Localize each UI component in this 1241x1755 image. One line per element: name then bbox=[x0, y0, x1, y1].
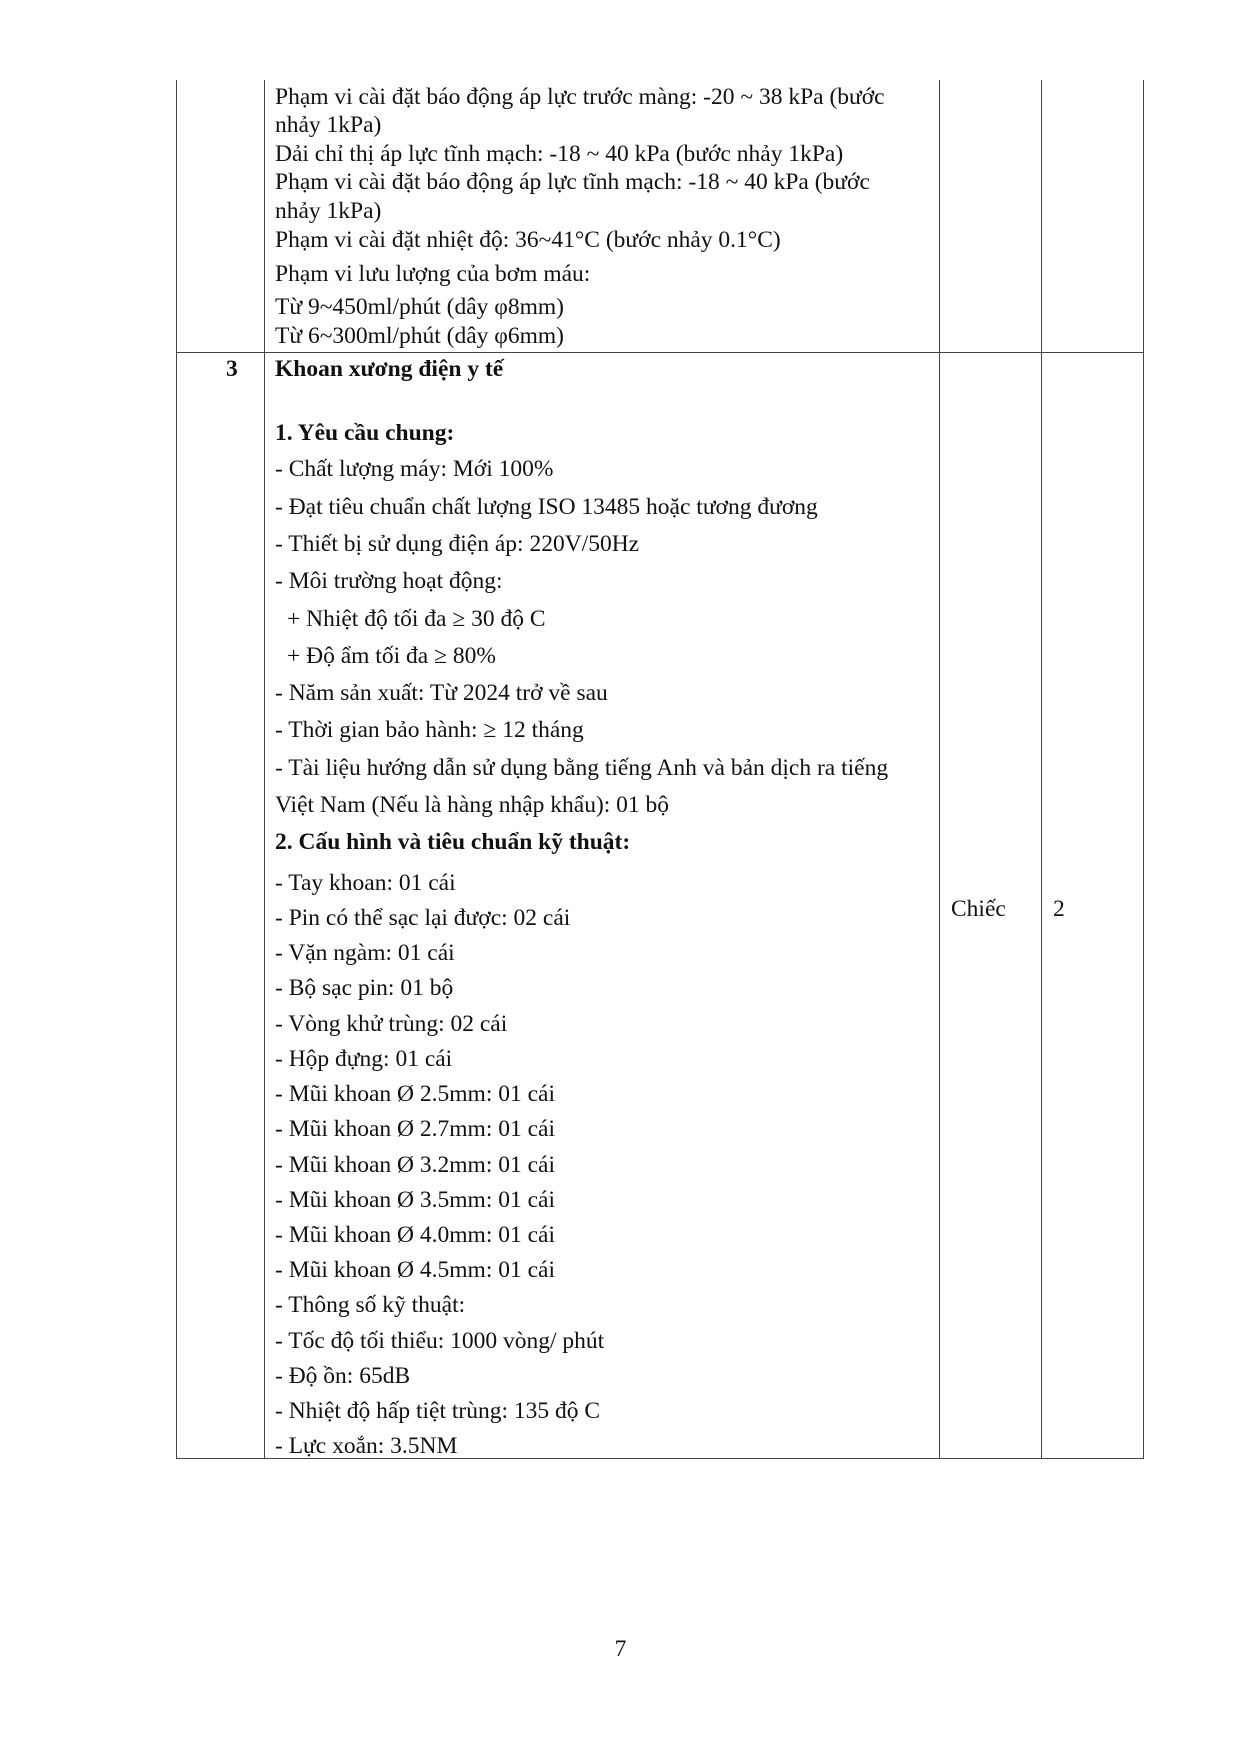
table-border-left bbox=[176, 80, 177, 1459]
spec-line: - Hộp đựng: 01 cái bbox=[275, 1046, 453, 1072]
spec-line: - Chất lượng máy: Mới 100% bbox=[275, 456, 554, 482]
spec-line: - Mũi khoan Ø 4.5mm: 01 cái bbox=[275, 1257, 556, 1283]
spec-line: - Pin có thể sạc lại được: 02 cái bbox=[275, 905, 571, 931]
unit-cell: Chiếc bbox=[951, 896, 1006, 922]
spec-line: - Mũi khoan Ø 3.2mm: 01 cái bbox=[275, 1152, 556, 1178]
spec-line: - Mũi khoan Ø 2.7mm: 01 cái bbox=[275, 1116, 556, 1142]
spec-line: - Tài liệu hướng dẫn sử dụng bằng tiếng Anh và bản dịch ra tiếng bbox=[275, 755, 889, 781]
spec-line: Việt Nam (Nếu là hàng nhập khẩu): 01 bộ bbox=[275, 792, 670, 818]
spec-line: Phạm vi cài đặt báo động áp lực tĩnh mạch: -18 ~ 40 kPa (bước bbox=[275, 169, 870, 195]
spec-line: - Độ ồn: 65dB bbox=[275, 1363, 411, 1389]
spec-line: Dải chỉ thị áp lực tĩnh mạch: -18 ~ 40 kPa (bước nhảy 1kPa) bbox=[275, 141, 844, 167]
section-title: 1. Yêu cầu chung: bbox=[275, 420, 455, 446]
spec-line: - Mũi khoan Ø 4.0mm: 01 cái bbox=[275, 1222, 556, 1248]
section-title: 2. Cấu hình và tiêu chuẩn kỹ thuật: bbox=[275, 829, 631, 855]
spec-line: - Thiết bị sử dụng điện áp: 220V/50Hz bbox=[275, 531, 640, 557]
spec-line: - Vặn ngàm: 01 cái bbox=[275, 940, 455, 966]
page-number: 7 bbox=[614, 1636, 627, 1662]
spec-line: Từ 6~300ml/phút (dây φ6mm) bbox=[275, 323, 564, 349]
spec-line: nhảy 1kPa) bbox=[275, 112, 382, 138]
spec-line: nhảy 1kPa) bbox=[275, 198, 382, 224]
spec-line: - Năm sản xuất: Từ 2024 trở về sau bbox=[275, 680, 608, 706]
spec-line: - Môi trường hoạt động: bbox=[275, 568, 503, 594]
spec-line: - Tốc độ tối thiểu: 1000 vòng/ phút bbox=[275, 1328, 605, 1354]
spec-line: - Đạt tiêu chuẩn chất lượng ISO 13485 hoặc tương đương bbox=[275, 494, 818, 520]
spec-line: - Mũi khoan Ø 2.5mm: 01 cái bbox=[275, 1081, 556, 1107]
spec-line: - Thông số kỹ thuật: bbox=[275, 1292, 466, 1318]
table-border-right bbox=[1143, 80, 1144, 1459]
spec-line: - Tay khoan: 01 cái bbox=[275, 870, 456, 896]
spec-line: - Bộ sạc pin: 01 bộ bbox=[275, 975, 454, 1001]
column-divider bbox=[1041, 80, 1042, 1459]
spec-line: Phạm vi cài đặt nhiệt độ: 36~41°C (bước nhảy 0.1°C) bbox=[275, 227, 781, 253]
spec-line: - Vòng khử trùng: 02 cái bbox=[275, 1011, 508, 1037]
spec-line: Phạm vi cài đặt báo động áp lực trước màng: -20 ~ 38 kPa (bước bbox=[275, 84, 885, 110]
spec-line: - Mũi khoan Ø 3.5mm: 01 cái bbox=[275, 1187, 556, 1213]
spec-line: Phạm vi lưu lượng của bơm máu: bbox=[275, 261, 591, 287]
spec-line: - Nhiệt độ hấp tiệt trùng: 135 độ C bbox=[275, 1398, 601, 1424]
quantity-cell: 2 bbox=[1053, 896, 1065, 922]
column-divider bbox=[264, 80, 265, 1459]
spec-line: + Nhiệt độ tối đa ≥ 30 độ C bbox=[287, 606, 546, 632]
row-divider bbox=[176, 352, 1144, 353]
spec-line: - Thời gian bảo hành: ≥ 12 tháng bbox=[275, 717, 584, 743]
spec-line: Từ 9~450ml/phút (dây φ8mm) bbox=[275, 294, 564, 320]
spec-line: - Lực xoắn: 3.5NM bbox=[275, 1433, 458, 1459]
row-number: 3 bbox=[226, 356, 238, 382]
spec-line: + Độ ẩm tối đa ≥ 80% bbox=[287, 643, 496, 669]
column-divider bbox=[939, 80, 940, 1459]
item-name: Khoan xương điện y tế bbox=[275, 356, 504, 382]
